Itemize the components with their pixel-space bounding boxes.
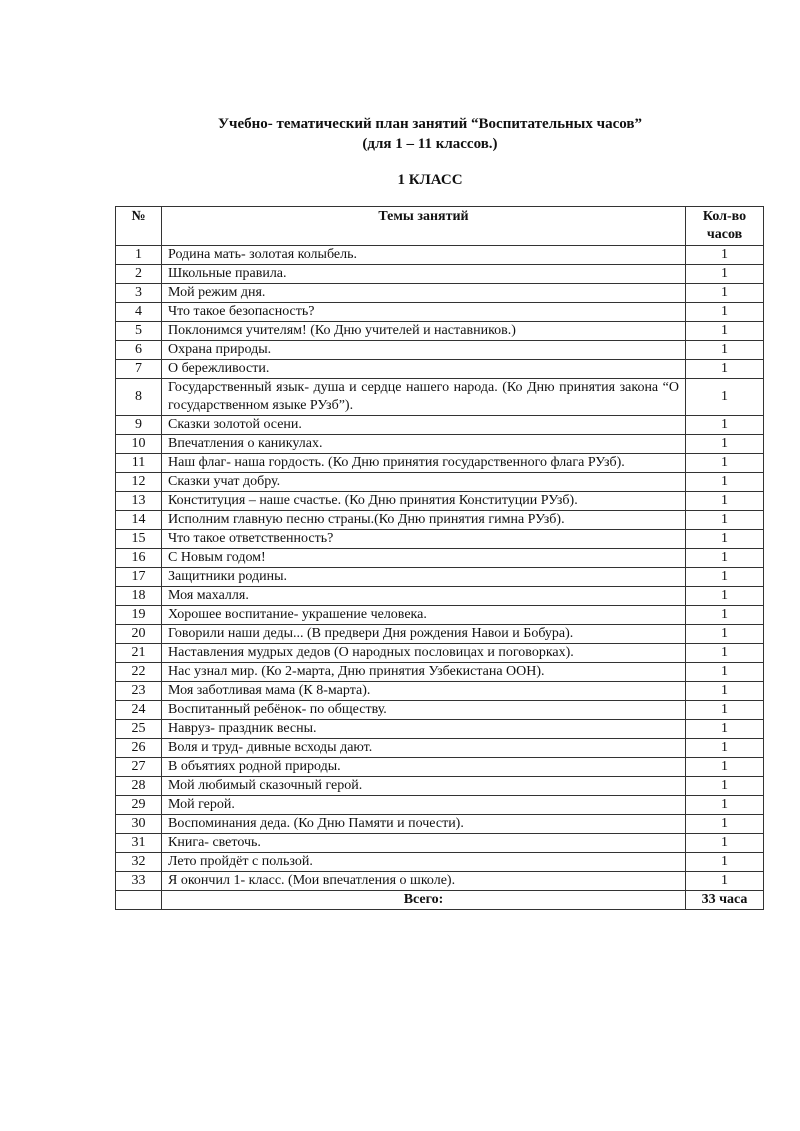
row-number: 6 (116, 341, 162, 360)
row-hours: 1 (686, 341, 764, 360)
table-row (116, 360, 764, 379)
table-row (116, 815, 764, 834)
table-row (116, 720, 764, 739)
row-topic: Впечатления о каникулах. (162, 435, 686, 454)
row-topic: О бережливости. (162, 360, 686, 379)
row-number: 29 (116, 796, 162, 815)
row-number: 32 (116, 853, 162, 872)
row-hours: 1 (686, 549, 764, 568)
row-hours: 1 (686, 606, 764, 625)
row-topic: Поклонимся учителям! (Ко Дню учителей и наставников.) (162, 322, 686, 341)
table-row (116, 606, 764, 625)
row-number: 33 (116, 872, 162, 891)
table-row (116, 568, 764, 587)
row-number: 3 (116, 284, 162, 303)
row-number: 5 (116, 322, 162, 341)
row-hours: 1 (686, 530, 764, 549)
row-topic: Мой герой. (162, 796, 686, 815)
table-row (116, 435, 764, 454)
row-hours: 1 (686, 663, 764, 682)
row-topic: Охрана природы. (162, 341, 686, 360)
title-line-1: Учебно- тематический план занятий “Воспитательных часов” (218, 116, 642, 132)
row-topic: Конституция – наше счастье. (Ко Дню принятия Конституции РУзб). (162, 492, 686, 511)
row-number: 7 (116, 360, 162, 379)
row-hours: 1 (686, 853, 764, 872)
row-hours: 1 (686, 701, 764, 720)
row-topic: Моя махалля. (162, 587, 686, 606)
row-topic: Родина мать- золотая колыбель. (162, 246, 686, 265)
total-hours: 33 часа (686, 891, 764, 910)
row-hours: 1 (686, 872, 764, 891)
row-topic: Лето пройдёт с пользой. (162, 853, 686, 872)
row-topic: Воспоминания деда. (Ко Дню Памяти и почести). (162, 815, 686, 834)
row-hours: 1 (686, 360, 764, 379)
row-hours: 1 (686, 435, 764, 454)
row-topic: Исполним главную песню страны.(Ко Дню принятия гимна РУзб). (162, 511, 686, 530)
row-topic: Воспитанный ребёнок- по обществу. (162, 701, 686, 720)
table-row (116, 549, 764, 568)
row-topic: Воля и труд- дивные всходы дают. (162, 739, 686, 758)
row-hours: 1 (686, 511, 764, 530)
table-row (116, 322, 764, 341)
table-row (116, 530, 764, 549)
table-row (116, 625, 764, 644)
lesson-plan-table (115, 206, 764, 910)
row-topic: Защитники родины. (162, 568, 686, 587)
row-number: 12 (116, 473, 162, 492)
table-row (116, 284, 764, 303)
header-topic: Темы занятий (162, 207, 686, 246)
row-topic: Нас узнал мир. (Ко 2-марта, Дню принятия Узбекистана ООН). (162, 663, 686, 682)
row-number: 11 (116, 454, 162, 473)
row-number: 15 (116, 530, 162, 549)
row-topic: Мой режим дня. (162, 284, 686, 303)
row-topic: Школьные правила. (162, 265, 686, 284)
row-topic: Что такое безопасность? (162, 303, 686, 322)
table-row (116, 872, 764, 891)
table-row (116, 587, 764, 606)
row-topic: Что такое ответственность? (162, 530, 686, 549)
row-hours: 1 (686, 303, 764, 322)
row-topic: Сказки учат добру. (162, 473, 686, 492)
table-row (116, 663, 764, 682)
total-empty-cell (116, 891, 162, 910)
row-hours: 1 (686, 777, 764, 796)
row-number: 8 (116, 379, 162, 416)
row-number: 21 (116, 644, 162, 663)
header-hours: Кол-во часов (686, 207, 764, 246)
row-hours: 1 (686, 416, 764, 435)
title-line-2: (для 1 – 11 классов.) (362, 136, 498, 152)
row-hours: 1 (686, 568, 764, 587)
row-number: 22 (116, 663, 162, 682)
row-topic: В объятиях родной природы. (162, 758, 686, 777)
row-number: 30 (116, 815, 162, 834)
row-number: 13 (116, 492, 162, 511)
row-number: 9 (116, 416, 162, 435)
total-row (116, 891, 764, 910)
table-row (116, 246, 764, 265)
table-row (116, 644, 764, 663)
row-number: 2 (116, 265, 162, 284)
row-topic: Наставления мудрых дедов (О народных пословицах и поговорках). (162, 644, 686, 663)
row-number: 25 (116, 720, 162, 739)
row-hours: 1 (686, 284, 764, 303)
table-row (116, 834, 764, 853)
table-header-row (116, 207, 764, 246)
row-topic: Говорили наши деды... (В предвери Дня рождения Навои и Бобура). (162, 625, 686, 644)
row-hours: 1 (686, 454, 764, 473)
row-hours: 1 (686, 625, 764, 644)
row-number: 28 (116, 777, 162, 796)
row-number: 1 (116, 246, 162, 265)
class-heading: 1 КЛАСС (397, 172, 463, 188)
row-number: 17 (116, 568, 162, 587)
table-row (116, 416, 764, 435)
row-hours: 1 (686, 644, 764, 663)
row-topic: Моя заботливая мама (К 8-марта). (162, 682, 686, 701)
row-number: 18 (116, 587, 162, 606)
row-hours: 1 (686, 379, 764, 416)
row-number: 31 (116, 834, 162, 853)
row-hours: 1 (686, 265, 764, 284)
table-row (116, 492, 764, 511)
row-number: 26 (116, 739, 162, 758)
row-topic: Хорошее воспитание- украшение человека. (162, 606, 686, 625)
row-hours: 1 (686, 492, 764, 511)
row-hours: 1 (686, 246, 764, 265)
row-number: 24 (116, 701, 162, 720)
table-row (116, 473, 764, 492)
row-number: 14 (116, 511, 162, 530)
row-topic: Наш флаг- наша гордость. (Ко Дню принятия государственного флага РУзб). (162, 454, 686, 473)
header-number: № (116, 207, 162, 246)
row-topic: Мой любимый сказочный герой. (162, 777, 686, 796)
row-hours: 1 (686, 587, 764, 606)
table-row (116, 777, 764, 796)
table-row (116, 853, 764, 872)
row-topic: Сказки золотой осени. (162, 416, 686, 435)
total-label: Всего: (162, 891, 686, 910)
row-number: 19 (116, 606, 162, 625)
table-row (116, 341, 764, 360)
table-row (116, 454, 764, 473)
row-topic: С Новым годом! (162, 549, 686, 568)
row-hours: 1 (686, 834, 764, 853)
table-row (116, 303, 764, 322)
table-row (116, 379, 764, 416)
row-hours: 1 (686, 720, 764, 739)
row-hours: 1 (686, 815, 764, 834)
table-row (116, 758, 764, 777)
row-hours: 1 (686, 473, 764, 492)
row-hours: 1 (686, 682, 764, 701)
row-hours: 1 (686, 796, 764, 815)
row-number: 20 (116, 625, 162, 644)
table-row (116, 796, 764, 815)
table-row (116, 265, 764, 284)
table-row (116, 682, 764, 701)
row-number: 16 (116, 549, 162, 568)
row-topic: Книга- светочь. (162, 834, 686, 853)
row-number: 23 (116, 682, 162, 701)
row-number: 10 (116, 435, 162, 454)
table-row (116, 511, 764, 530)
row-hours: 1 (686, 739, 764, 758)
row-number: 4 (116, 303, 162, 322)
row-hours: 1 (686, 758, 764, 777)
table-row (116, 739, 764, 758)
document-title (0, 114, 800, 154)
row-topic: Навруз- праздник весны. (162, 720, 686, 739)
row-topic: Я окончил 1- класс. (Мои впечатления о школе). (162, 872, 686, 891)
row-number: 27 (116, 758, 162, 777)
row-hours: 1 (686, 322, 764, 341)
table-body (116, 246, 764, 891)
table-row (116, 701, 764, 720)
row-topic: Государственный язык- душа и сердце нашего народа. (Ко Дню принятия закона “О государственном языке РУзб”). (162, 379, 686, 416)
